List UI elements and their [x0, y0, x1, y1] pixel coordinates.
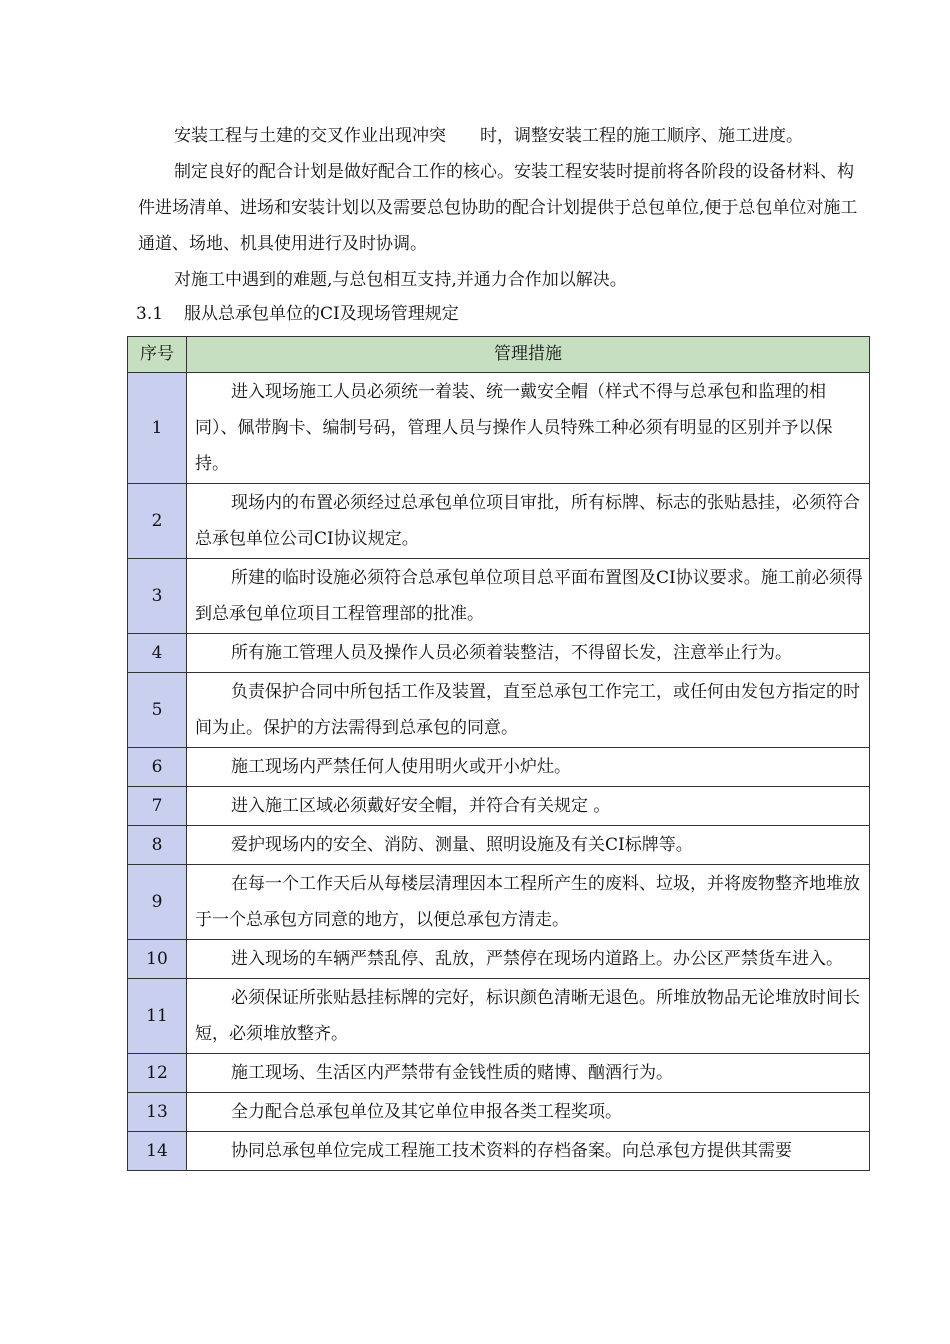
row-measure-text: 进入现场的车辆严禁乱停、乱放，严禁停在现场内道路上。办公区严禁货车进入。 [187, 940, 870, 979]
table-row [128, 826, 870, 865]
table-row [128, 787, 870, 826]
row-number: 8 [128, 826, 187, 865]
row-measure-text: 全力配合总承包单位及其它单位申报各类工程奖项。 [187, 1093, 870, 1132]
row-measure-text: 在每一个工作天后从每楼层清理因本工程所产生的废料、垃圾，并将废物整齐地堆放于一个总承包方同意的地方，以便总承包方清走。 [187, 865, 870, 940]
table-row [128, 673, 870, 748]
row-measure-text: 协同总承包单位完成工程施工技术资料的存档备案。向总承包方提供其需要 [187, 1132, 870, 1171]
row-number: 1 [128, 373, 187, 484]
row-measure-text: 施工现场内严禁任何人使用明火或开小炉灶。 [187, 748, 870, 787]
paragraph-conflict-adjustment [138, 118, 860, 154]
header-serial-number: 序号 [128, 337, 187, 373]
row-number: 11 [128, 979, 187, 1054]
table-row [128, 865, 870, 940]
paragraph-text-part1: 安装工程与土建的交叉作业出现冲突 [174, 126, 446, 146]
row-number: 7 [128, 787, 187, 826]
management-measures-table [127, 336, 870, 1171]
section-title: 服从总承包单位的CI及现场管理规定 [184, 304, 459, 324]
table-row [128, 748, 870, 787]
row-measure-text: 爱护现场内的安全、消防、测量、照明设施及有关CI标牌等。 [187, 826, 870, 865]
row-measure-text: 所有施工管理人员及操作人员必须着装整洁，不得留长发，注意举止行为。 [187, 634, 870, 673]
row-number: 2 [128, 484, 187, 559]
table-row [128, 559, 870, 634]
row-number: 9 [128, 865, 187, 940]
row-measure-text: 进入现场施工人员必须统一着装、统一戴安全帽（样式不得与总承包和监理的相同）、佩带胸卡、编制号码，管理人员与操作人员特殊工种必须有明显的区别并予以保持。 [187, 373, 870, 484]
section-number: 3.1 [136, 304, 164, 324]
table-row [128, 940, 870, 979]
row-number: 5 [128, 673, 187, 748]
row-measure-text: 进入施工区域必须戴好安全帽，并符合有关规定 。 [187, 787, 870, 826]
table-header-row [128, 337, 870, 373]
row-number: 4 [128, 634, 187, 673]
table-row [128, 1132, 870, 1171]
row-number: 12 [128, 1054, 187, 1093]
row-number: 13 [128, 1093, 187, 1132]
table-row [128, 373, 870, 484]
table-row [128, 484, 870, 559]
paragraph-mutual-support: 对施工中遇到的难题,与总包相互支持,并通力合作加以解决。 [174, 270, 627, 290]
row-measure-text: 所建的临时设施必须符合总承包单位项目总平面布置图及CI协议要求。施工前必须得到总承包单位项目工程管理部的批准。 [187, 559, 870, 634]
row-measure-text: 现场内的布置必须经过总承包单位项目审批，所有标牌、标志的张贴悬挂，必须符合总承包单位公司CI协议规定。 [187, 484, 870, 559]
table-row [128, 1054, 870, 1093]
row-measure-text: 施工现场、生活区内严禁带有金钱性质的赌博、酗酒行为。 [187, 1054, 870, 1093]
paragraph-coordination-plan: 制定良好的配合计划是做好配合工作的核心。安装工程安装时提前将各阶段的设备材料、构件进场清单、进场和安装计划以及需要总包协助的配合计划提供于总包单位,便于总包单位对施工通道、场地、机具使用进行及时协调。 [138, 162, 858, 254]
row-number: 3 [128, 559, 187, 634]
row-measure-text: 必须保证所张贴悬挂标牌的完好，标识颜色清晰无退色。所堆放物品无论堆放时间长短，必须堆放整齐。 [187, 979, 870, 1054]
row-number: 10 [128, 940, 187, 979]
header-management-measures: 管理措施 [187, 337, 870, 373]
table-row [128, 634, 870, 673]
paragraph-text-part2: 时，调整安装工程的施工顺序、施工进度。 [480, 126, 803, 146]
row-number: 14 [128, 1132, 187, 1171]
row-number: 6 [128, 748, 187, 787]
row-measure-text: 负责保护合同中所包括工作及装置，直至总承包工作完工，或任何由发包方指定的时间为止。保护的方法需得到总承包的同意。 [187, 673, 870, 748]
table-row [128, 1093, 870, 1132]
section-heading [136, 297, 459, 331]
table-row [128, 979, 870, 1054]
